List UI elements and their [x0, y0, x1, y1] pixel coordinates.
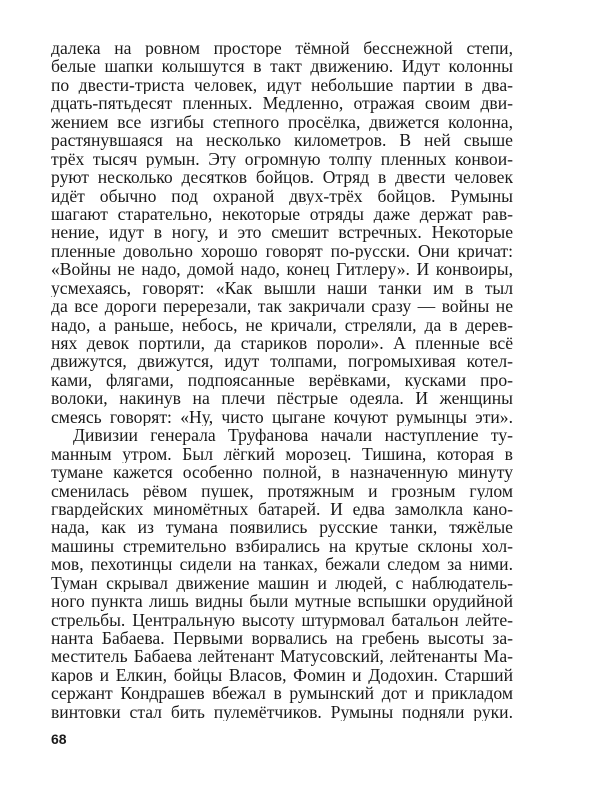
text-line: волоки, накинув на плечи пёстрые одеяла. И женщины	[51, 389, 513, 408]
text-line: меститель Бабаева лейтенант Матусовский, лейтенанты Ма-	[51, 647, 513, 666]
text-line: ного пункта лишь видны были мутные вспышки орудийной	[51, 592, 513, 611]
text-line: смеясь говорят: «Ну, чисто цыгане кочуют румынцы эти».	[51, 407, 513, 427]
text-line: сменилась рёвом пушек, протяжным и грозным гулом	[51, 481, 513, 500]
text-line: идёт обычно под охраной двух-трёх бойцов. Румыны	[51, 186, 513, 205]
text-line: трёх тысяч румын. Эту огромную толпу пленных конвои-	[51, 149, 513, 169]
text-line: надо, а раньше, небось, не кричали, стреляли, да в дерев-	[51, 315, 513, 334]
text-line: белые шапки колышутся в такт движению. Идут колонны	[51, 57, 513, 76]
text-line: «Войны не надо, домой надо, конец Гитлеру». И конвоиры,	[51, 260, 513, 279]
text-line: да все дороги перерезали, так закричали сразу — войны не	[51, 297, 513, 316]
text-line: по двести-триста человек, идут небольшие партии в два-	[51, 75, 513, 95]
text-line: каров и Елкин, бойцы Власов, Фомин и Додохин. Старший	[51, 665, 513, 685]
text-line: нанта Бабаева. Первыми ворвались на гребень высоты за-	[51, 629, 513, 648]
text-line: нях девок портили, да стариков пороли». А пленные всё	[51, 334, 513, 353]
text-line: нение, идут в ногу, и это смешит встречных. Некоторые	[51, 223, 513, 242]
text-line: стрельбы. Центральную высоту штурмовал батальон лейте-	[51, 610, 513, 629]
text-line: гвардейских миномётных батарей. И едва замолкла кано-	[51, 499, 513, 519]
text-line: жением все изгибы степного просёлка, движется колонна,	[51, 112, 513, 132]
text-line: усмехаясь, говорят: «Как вышли наши танки им в тыл	[51, 278, 513, 298]
text-line: сержант Кондрашев вбежал в румынский дот и прикладом	[51, 684, 513, 703]
text-line: машины стремительно взбирались на крутые склоны хол-	[51, 536, 513, 556]
text-line: Дивизии генерала Труфанова начали наступление ту-	[73, 426, 513, 445]
text-line: манным утром. Был лёгкий морозец. Тишина, которая в	[51, 444, 513, 464]
text-line: движутся, движутся, идут толпами, погромыхивая котел-	[51, 352, 513, 371]
paragraph	[51, 426, 513, 721]
text-line: мов, пехотинцы сидели на танках, бежали следом за ними.	[51, 555, 513, 574]
paragraph	[51, 39, 513, 426]
text-line: винтовки стал бить пулемётчиков. Румыны подняли руки.	[51, 702, 513, 722]
text-line: ками, флягами, подпоясанные верёвками, кусками про-	[51, 370, 513, 390]
page-number: 68	[51, 731, 67, 747]
text-line: тумане кажется особенно полной, в назначенную минуту	[51, 463, 513, 482]
text-line: далека на ровном просторе тёмной бесснежной степи,	[51, 39, 513, 58]
text-line: Туман скрывал движение машин и людей, с наблюдатель-	[51, 573, 513, 593]
text-line: растянувшаяся на несколько километров. В ней свыше	[51, 131, 513, 150]
page-body-text	[51, 39, 513, 721]
text-line: шагают старательно, некоторые отряды даже держат рав-	[51, 204, 513, 224]
text-line: пленные довольно хорошо говорят по-русски. Они кричат:	[51, 241, 513, 261]
text-line: руют несколько десятков бойцов. Отряд в двести человек	[51, 168, 513, 187]
text-line: дцать-пятьдесят пленных. Медленно, отражая своим дви-	[51, 94, 513, 113]
text-line: нада, как из тумана появились русские танки, тяжёлые	[51, 518, 513, 537]
